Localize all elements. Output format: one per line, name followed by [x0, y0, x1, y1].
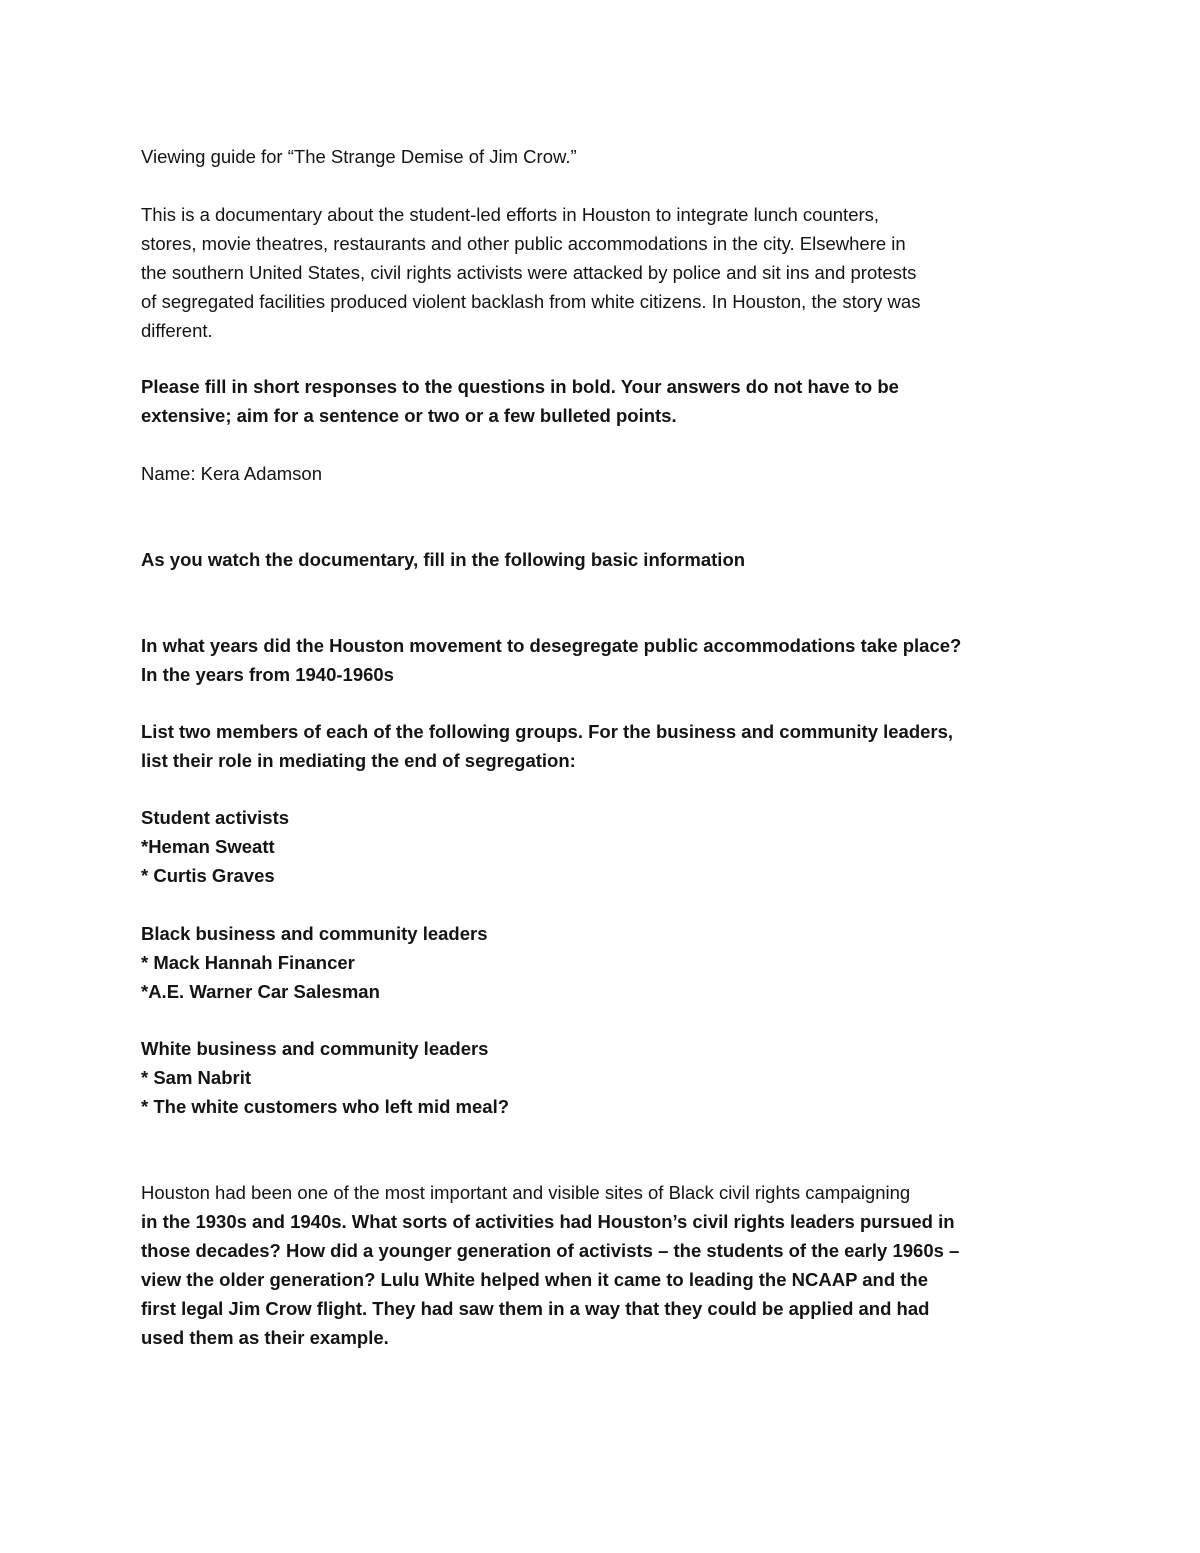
watch-prompt: As you watch the documentary, fill in the following basic information	[141, 549, 746, 570]
document-title: Viewing guide for “The Strange Demise of Jim Crow.”	[141, 146, 577, 167]
answer-years: In the years from 1940-1960s	[141, 664, 394, 685]
student-activists-list	[141, 803, 1071, 890]
black-leaders-list	[141, 919, 1071, 1006]
question-years: In what years did the Houston movement to desegregate public accommodations take place? In the years from 1940-1960s	[141, 631, 1071, 689]
question-civil-rights-history: Houston had been one of the most important and visible sites of Black civil rights campaigning in the 1930s and 1940s. What sorts of activities had Houston’s civil rights leaders pursued in those decades? How did a younger generation of activists – the students of the early 1960s – view the older generation? Lulu White helped when it came to leading the NCAAP and the first legal Jim Crow flight. They had saw them in a way that they could be applied and had used them as their example.	[141, 1182, 960, 1348]
list-item: *A.E. Warner Car Salesman	[141, 981, 380, 1002]
list-item: * Mack Hannah Financer	[141, 952, 355, 973]
question-groups: List two members of each of the following groups. For the business and community leaders, list their role in mediating the end of segregation:	[141, 721, 954, 771]
name-line: Name: Kera Adamson	[141, 463, 322, 484]
list-item: *Heman Sweatt	[141, 836, 275, 857]
white-leaders-list	[141, 1034, 1071, 1121]
list-item: * Curtis Graves	[141, 865, 275, 886]
group-heading: Student activists	[141, 807, 290, 828]
list-item: * The white customers who left mid meal?	[141, 1096, 510, 1117]
group-heading: Black business and community leaders	[141, 923, 488, 944]
group-heading: White business and community leaders	[141, 1038, 489, 1059]
list-item: * Sam Nabrit	[141, 1067, 252, 1088]
instructions-paragraph: Please fill in short responses to the questions in bold. Your answers do not have to be extensive; aim for a sentence or two or a few bulleted points.	[141, 376, 899, 426]
intro-paragraph: This is a documentary about the student-led efforts in Houston to integrate lunch counters, stores, movie theatres, restaurants and other public accommodations in the city. Elsewhere in the southern United States, civil rights activists were attacked by police and sit ins and protests of segregated facilities produced violent backlash from white citizens. In Houston, the story was different.	[141, 204, 921, 341]
